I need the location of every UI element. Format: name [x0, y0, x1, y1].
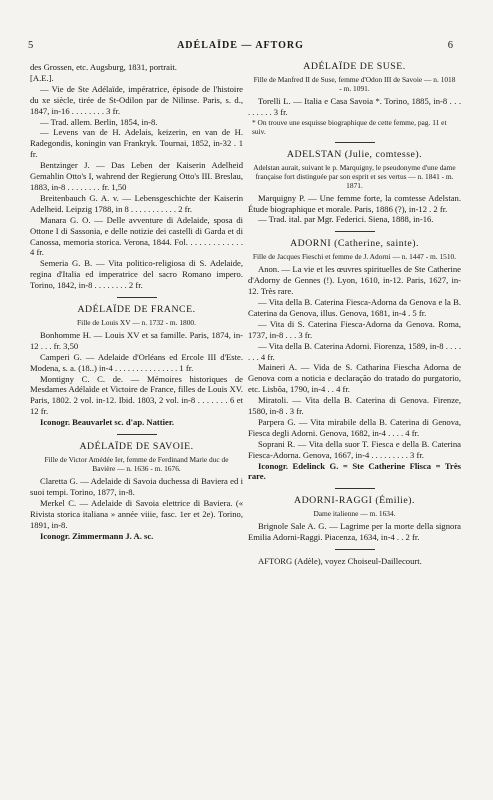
entry: Brignole Sale A. G. — Lagrime per la morte della signora Emilia Adorni-Raggi. Piacenza, 1634, in-4 . . 2 fr. — [248, 521, 461, 543]
right-column — [248, 62, 461, 567]
entry: Miratoli. — Vita della B. Caterina di Genova. Firenze, 1580, in-8 . 3 fr. — [248, 395, 461, 417]
iconography-note: Iconogr. Edelinck G. = Ste Catherine Flisca = Très rare. — [248, 460, 461, 482]
section-divider — [117, 297, 157, 298]
entry: Soprani R. — Vita della suor T. Fiesca e della B. Caterina Fiesca-Adorna. Genova, 1667, in-4 . . . . . . . . . 3 fr. — [248, 438, 461, 460]
entry: — Vita della B. Caterina Fiesca-Adorna da Genova e la B. Caterina da Genova, illus. Genova, 1681, in-4 . 5 fr. — [248, 296, 461, 318]
running-header — [28, 40, 453, 54]
cross-reference: AFTORG (Adèle), voyez Choiseul-Daillecourt. — [258, 556, 422, 567]
section-divider — [117, 434, 157, 435]
iconography-note: Iconogr. Beauvarlet sc. d'ap. Nattier. — [40, 417, 174, 428]
entry: Claretta G. — Adelaide di Savoia duchessa di Baviera ed i suoi tempi. Torino, 1877, in-8. — [30, 476, 243, 497]
section-title: ADÉLAÏDE DE SUSE. — [303, 61, 406, 72]
entry: Bentzinger J. — Das Leben der Kaiserin Adelheid Gemahlin Otto's I, wahrend der Regierung Otto's III. Breslau, 1883, in-8 . . . . . . . . fr. 1,50 — [30, 160, 243, 192]
running-title: ADÉLAÏDE — AFTORG — [177, 40, 304, 51]
entry: — Trad. ital. par Mgr. Federici. Siena, 1888, in-16. — [258, 214, 434, 225]
section-divider — [335, 549, 375, 550]
entry: Camperi G. — Adelaide d'Orléans ed Ercole III d'Este. Modena, s. a. (18..) in-4 . . . . . . . . . . . . . . . 1 fr. — [30, 351, 243, 373]
section-subtitle: Fille de Manfred II de Suse, femme d'Odon III de Savoie — n. 1018 - m. 1091. — [253, 74, 456, 93]
entry: — Vie de Ste Adélaïde, impératrice, épisode de l'histoire du xe siècle, tirée de St-Odilon par de Nilinse. Paris, s. d., 1847, in-16 . . . . . . . . 3 fr. — [30, 83, 243, 116]
section-divider — [335, 231, 375, 232]
entry: Anon. — La vie et les œuvres spirituelles de Ste Catherine d'Adorny de Gennes (!). Lyon, 1610, in-12. Paris, 1627, in-12. Très rare. — [248, 264, 461, 297]
right-page-number: 6 — [447, 40, 453, 51]
section-subtitle: Dame italienne — m. 1634. — [313, 509, 396, 519]
section-title: ADÉLAÏDE DE SAVOIE. — [79, 441, 194, 453]
section-title: ADÉLAÏDE DE FRANCE. — [77, 304, 196, 316]
iconography-note: Iconogr. Zimmermann J. A. sc. — [40, 530, 154, 541]
section-subtitle: Fille de Jacques Fieschi et femme de J. Adorni — n. 1447 - m. 1510. — [252, 252, 457, 262]
entry: Breitenbauch G. A. v. — Lebensgeschichte der Kaiserin Adelheid. Leipzig 1788, in 8 . . . . . . . . . . . 2 fr. — [30, 192, 243, 214]
entry: — Trad. allem. Berlin, 1854, in-8. — [40, 116, 158, 127]
entry: Manara G. O. — Delle avventure di Adelaide, sposa di Ottone I di Sassonia, e delle notizie dei castelli di Garda et di Canossa, memoria storica. Verona, 1844. Fol. . . . . . . . . . . . . 4 fr. — [30, 214, 243, 258]
entry: Montigny C. C. de. — Mémoires historiques de Mesdames Adélaïde et Victoire de France, filles de Louis XV. Paris, 1802. 2 vol. in-12. Ibid. 1803, 2 vol. in-8 . . . . . . . 6 et 12 fr. — [30, 373, 243, 417]
left-column — [30, 62, 243, 541]
entry: Bonhomme H. — Louis XV et sa famille. Paris, 1874, in-12 . . . fr. 3,50 — [30, 329, 243, 351]
section-subtitle: Adelstan aurait, suivant le p. Marquigny, le pseudonyme d'une dame française fort distinguée par son esprit et ses vertus — n. 1841 - m. 1871. — [253, 162, 456, 190]
entry: Torelli L. — Italia e Casa Savoia *. Torino, 1885, in-8 . . . . . . . . . 3 fr. — [248, 95, 461, 117]
entry: — Vita della B. Caterina Adorni. Fiorenza, 1589, in-8 . . . . . . . 4 fr. — [248, 340, 461, 362]
left-page-number: 5 — [28, 40, 34, 51]
section-divider — [335, 142, 375, 143]
entry: Parpera G. — Vita mirabile della B. Caterina di Genova, Fiesca degli Adorni. Genova, 1682, in-4 . . . . 4 fr. — [248, 416, 461, 438]
entry: [A.E.]. — [30, 72, 54, 83]
entry: Merkel C. — Adelaide di Savoia elettrice di Baviera. (« Rivista storica italiana » année viiie, fasc. 1er et 2e). Torino, 1891, in-8. — [30, 497, 243, 530]
entry: — Vita di S. Caterina Fiesca-Adorna da Genova. Roma, 1737, in-8 . . . 3 fr. — [248, 318, 461, 340]
entry: Semeria G. B. — Vita politico-religiosa di S. Adelaide, regina d'Italia ed imperatrice del sacro Romano impero. Torino, 1842, in-8 . . . . . . . . 2 fr. — [30, 258, 243, 291]
section-divider — [335, 488, 375, 489]
section-subtitle: Fille de Victor Amédée Ier, femme de Ferdinand Marie duc de Bavière — n. 1636 - m. 1676. — [44, 455, 229, 473]
entry: — Levens van de H. Adelais, keizerin, en van de H. Radegondis, koningin van Frankryk. Tournai, 1852, in-32 . 1 fr. — [30, 127, 243, 160]
section-title: ADORNI-RAGGI (Émilie). — [294, 495, 415, 507]
entry: Marquigny P. — Une femme forte, la comtesse Adelstan. Étude biographique et morale. Paris, 1886 (?), in-12 . 2 fr. — [248, 192, 461, 214]
entry: des Grossen, etc. Augsburg, 1831, portrait. — [30, 62, 177, 72]
entry: Maineri A. — Vida de S. Catharina Fiescha Adorna de Genova com a noticia e declaração do tratado do purgatorio, etc. Lisbõa, 1790, in-4 . . 4 fr. — [248, 362, 461, 395]
footnote: * On trouve une esquisse biographique de cette femme, pag. 11 et suiv. — [252, 117, 447, 136]
section-title: ADORNI (Catherine, sainte). — [290, 238, 419, 250]
section-title: ADELSTAN (Julie, comtesse). — [286, 148, 423, 160]
section-subtitle: Fille de Louis XV — n. 1732 - m. 1800. — [77, 317, 196, 327]
